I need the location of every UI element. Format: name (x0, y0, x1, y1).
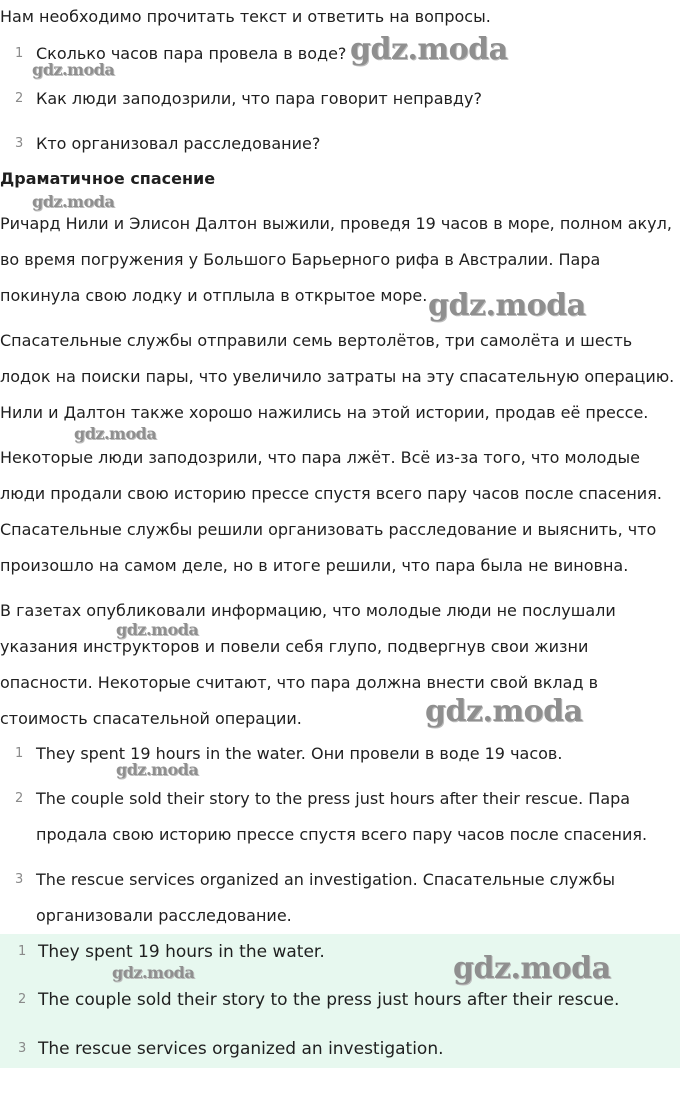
story-paragraph: Некоторые люди заподозрили, что пара лжёт. Всё из-за того, что молодые люди продали свою историю прессе спустя всего пару часов после спасения. Спасательные службы решили организовать расследование и выяснить, что произошло на самом деле, но в итоге решили, что пара была не виновна. (0, 448, 662, 575)
watermark-logo: gdz.moda (428, 288, 586, 323)
watermark-logo: gdz.moda (32, 60, 115, 79)
list-number: 2 (18, 992, 27, 1007)
watermark-logo: gdz.moda (112, 963, 195, 982)
list-number: 1 (15, 46, 24, 61)
list-number: 3 (15, 872, 24, 887)
watermark-logo: gdz.moda (453, 951, 611, 986)
watermark-logo: gdz.moda (32, 192, 115, 211)
watermark-logo: gdz.moda (116, 760, 199, 779)
list-number: 1 (15, 746, 24, 761)
watermark-logo: gdz.moda (116, 620, 199, 639)
list-number: 2 (15, 791, 24, 806)
question-text: Как люди заподозрили, что пара говорит неправду? (36, 89, 482, 108)
list-number: 3 (18, 1041, 27, 1056)
intro-text: Нам необходимо прочитать текст и ответить на вопросы. (0, 7, 491, 26)
translation-text: They spent 19 hours in the water. Они провели в воде 19 часов. (36, 744, 563, 763)
translation-text: The couple sold their story to the press just hours after their rescue. Пара продала свою историю прессе спустя всего пару часов после спасения. (36, 789, 648, 844)
list-number: 3 (15, 136, 24, 151)
list-number: 2 (15, 91, 24, 106)
story-paragraph: В газетах опубликовали информацию, что молодые люди не послушали указания инструкторов и повели себя глупо, подвергнув свои жизни опасности. Некоторые считают, что пара должна внести свой вклад в стоимость спасательной операции. (0, 601, 616, 728)
answer-text: The rescue services organized an investigation. (38, 1039, 444, 1059)
answer-text: They spent 19 hours in the water. (38, 942, 325, 962)
list-number: 1 (18, 944, 27, 959)
question-text: Сколько часов пара провела в воде? (36, 44, 347, 63)
translation-text: The rescue services organized an investigation. Спасательные службы организовали расследование. (36, 870, 616, 925)
question-text: Кто организовал расследование? (36, 134, 321, 153)
story-paragraph: Спасательные службы отправили семь вертолётов, три самолёта и шесть лодок на поиски пары, что увеличило затраты на эту спасательную операцию. Нили и Далтон также хорошо нажились на этой истории, продав её прессе. (0, 331, 675, 422)
answer-text: The couple sold their story to the press just hours after their rescue. (38, 990, 620, 1010)
watermark-logo: gdz.moda (74, 424, 157, 443)
story-paragraph: Ричард Нили и Элисон Далтон выжили, проведя 19 часов в море, полном акул, во время погружения у Большого Барьерного рифа в Австралии. Пара покинула свою лодку и отплыла в открытое море. (0, 214, 672, 305)
watermark-logo: gdz.moda (350, 32, 508, 67)
story-heading: Драматичное спасение (0, 169, 216, 188)
watermark-logo: gdz.moda (425, 694, 583, 729)
